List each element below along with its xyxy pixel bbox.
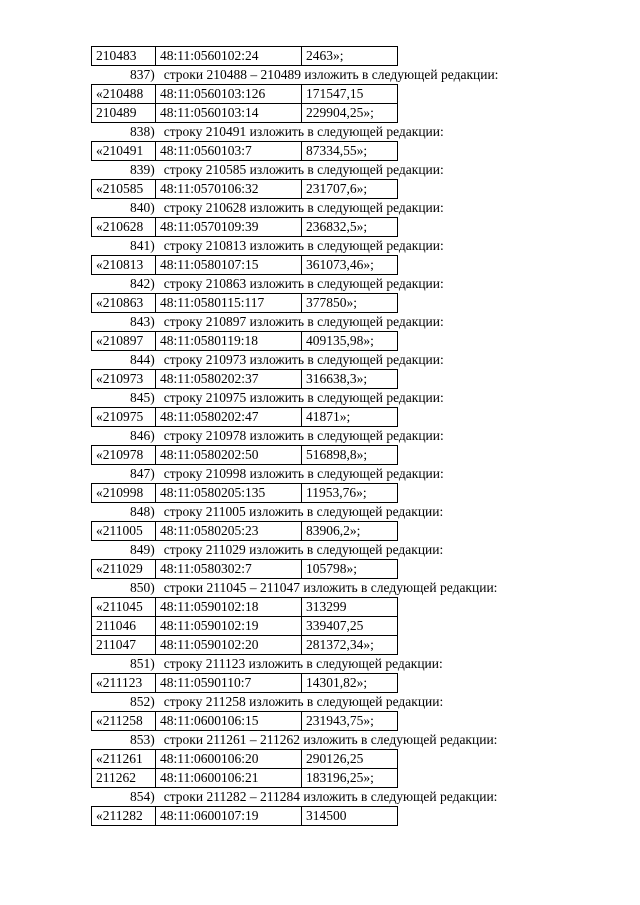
- amendment-text: строку 210978 изложить в следующей редакции:: [163, 428, 444, 443]
- value-cell: 516898,8»;: [306, 447, 368, 462]
- amendment-number: 842): [130, 276, 155, 291]
- amendment-number: 841): [130, 238, 155, 253]
- amendment-number: 840): [130, 200, 155, 215]
- amendment-text: строку 211005 изложить в следующей редакции:: [163, 504, 444, 519]
- cadastral-number-cell: 48:11:0590102:18: [156, 598, 302, 616]
- table-row: [91, 104, 398, 123]
- cadastral-number-cell: 48:11:0580205:135: [156, 484, 302, 502]
- amendment-instruction: [130, 66, 498, 83]
- cadastral-number-cell: 48:11:0580119:18: [156, 332, 302, 350]
- value-cell: 183196,25»;: [306, 770, 374, 785]
- value-cell: 377850»;: [306, 295, 358, 310]
- cadastral-number-cell: 48:11:0590102:20: [156, 636, 302, 654]
- row-number-cell: «211261: [92, 750, 156, 768]
- value-cell: 339407,25: [306, 618, 364, 633]
- cadastral-number-cell: 48:11:0600106:20: [156, 750, 302, 768]
- amendment-instruction: [130, 465, 444, 482]
- amendment-text: строку 210491 изложить в следующей редакции:: [163, 124, 444, 139]
- row-number-cell: «210978: [92, 446, 156, 464]
- cadastral-number-cell: 48:11:0580202:47: [156, 408, 302, 426]
- row-number-cell: «211282: [92, 807, 156, 825]
- amendment-number: 849): [130, 542, 155, 557]
- amendment-instruction: [130, 161, 444, 178]
- value-cell: 281372,34»;: [306, 637, 374, 652]
- amendment-text: строку 211123 изложить в следующей редакции:: [163, 656, 443, 671]
- amendment-instruction: [130, 427, 444, 444]
- row-number-cell: «210998: [92, 484, 156, 502]
- cadastral-number-cell: 48:11:0560103:14: [156, 104, 302, 122]
- table-row: [91, 711, 398, 731]
- row-number-cell: 210489: [92, 104, 156, 122]
- table-row: [91, 769, 398, 788]
- row-number-cell: «210628: [92, 218, 156, 236]
- amendment-number: 851): [130, 656, 155, 671]
- row-number-cell: «211029: [92, 560, 156, 578]
- amendment-text: строку 210998 изложить в следующей редакции:: [163, 466, 444, 481]
- amendment-number: 853): [130, 732, 155, 747]
- amendment-text: строки 211045 – 211047 изложить в следующей редакции:: [163, 580, 498, 595]
- table-row: [91, 331, 398, 351]
- row-number-cell: «210897: [92, 332, 156, 350]
- amendment-text: строку 210628 изложить в следующей редакции:: [163, 200, 444, 215]
- value-cell: 231943,75»;: [306, 713, 374, 728]
- row-number-cell: 210483: [92, 47, 156, 65]
- amendment-number: 844): [130, 352, 155, 367]
- value-cell: 290126,25: [306, 751, 364, 766]
- cadastral-number-cell: 48:11:0580202:37: [156, 370, 302, 388]
- value-cell: 105798»;: [306, 561, 358, 576]
- amendment-instruction: [130, 351, 444, 368]
- value-cell: 171547,15: [306, 86, 364, 101]
- amendment-number: 845): [130, 390, 155, 405]
- amendment-text: строку 210863 изложить в следующей редакции:: [163, 276, 444, 291]
- value-cell: 231707,6»;: [306, 181, 368, 196]
- cadastral-number-cell: 48:11:0600106:21: [156, 769, 302, 787]
- table-row: [91, 255, 398, 275]
- amendment-number: 847): [130, 466, 155, 481]
- amendment-instruction: [130, 199, 444, 216]
- cadastral-number-cell: 48:11:0580302:7: [156, 560, 302, 578]
- table-row: [91, 597, 398, 617]
- row-number-cell: «210863: [92, 294, 156, 312]
- amendment-text: строку 210897 изложить в следующей редакции:: [163, 314, 444, 329]
- table-row: [91, 636, 398, 655]
- table-row: [91, 293, 398, 313]
- amendment-number: 843): [130, 314, 155, 329]
- row-number-cell: «210975: [92, 408, 156, 426]
- row-number-cell: «210488: [92, 85, 156, 103]
- table-row: [91, 559, 398, 579]
- amendment-instruction: [130, 579, 497, 596]
- value-cell: 2463»;: [306, 48, 344, 63]
- table-row: [91, 141, 398, 161]
- table-row: [91, 749, 398, 769]
- table-row: [91, 84, 398, 104]
- cadastral-number-cell: 48:11:0590102:19: [156, 617, 302, 635]
- row-number-cell: 211047: [92, 636, 156, 654]
- table-row: [91, 806, 398, 826]
- table-row: [91, 617, 398, 636]
- amendment-number: 839): [130, 162, 155, 177]
- table-row: [91, 46, 398, 66]
- row-number-cell: 211046: [92, 617, 156, 635]
- amendment-number: 850): [130, 580, 155, 595]
- amendment-instruction: [130, 541, 443, 558]
- cadastral-number-cell: 48:11:0560103:7: [156, 142, 302, 160]
- amendment-text: строку 210973 изложить в следующей редакции:: [163, 352, 444, 367]
- table-row: [91, 369, 398, 389]
- row-number-cell: «210585: [92, 180, 156, 198]
- value-cell: 314500: [306, 808, 347, 823]
- amendment-instruction: [130, 275, 444, 292]
- row-number-cell: «211258: [92, 712, 156, 730]
- value-cell: 83906,2»;: [306, 523, 361, 538]
- cadastral-number-cell: 48:11:0570109:39: [156, 218, 302, 236]
- amendment-instruction: [130, 237, 444, 254]
- cadastral-number-cell: 48:11:0580202:50: [156, 446, 302, 464]
- table-row: [91, 521, 398, 541]
- amendment-number: 838): [130, 124, 155, 139]
- amendment-number: 846): [130, 428, 155, 443]
- value-cell: 41871»;: [306, 409, 351, 424]
- value-cell: 361073,46»;: [306, 257, 374, 272]
- amendment-text: строку 210585 изложить в следующей редакции:: [163, 162, 444, 177]
- table-row: [91, 445, 398, 465]
- amendment-number: 854): [130, 789, 155, 804]
- row-number-cell: «210973: [92, 370, 156, 388]
- amendment-instruction: [130, 313, 444, 330]
- amendment-text: строку 210975 изложить в следующей редакции:: [163, 390, 444, 405]
- row-number-cell: «211123: [92, 674, 156, 692]
- value-cell: 87334,55»;: [306, 143, 368, 158]
- amendment-instruction: [130, 655, 443, 672]
- amendment-number: 837): [130, 67, 155, 82]
- table-row: [91, 179, 398, 199]
- value-cell: 313299: [306, 599, 347, 614]
- amendment-instruction: [130, 503, 443, 520]
- value-cell: 409135,98»;: [306, 333, 374, 348]
- amendment-text: строки 211261 – 211262 изложить в следующей редакции:: [163, 732, 498, 747]
- cadastral-number-cell: 48:11:0600107:19: [156, 807, 302, 825]
- amendment-number: 848): [130, 504, 155, 519]
- value-cell: 316638,3»;: [306, 371, 368, 386]
- amendment-number: 852): [130, 694, 155, 709]
- amendment-instruction: [130, 389, 444, 406]
- value-cell: 229904,25»;: [306, 105, 374, 120]
- amendment-instruction: [130, 788, 497, 805]
- cadastral-number-cell: 48:11:0590110:7: [156, 674, 302, 692]
- amendment-text: строку 210813 изложить в следующей редакции:: [163, 238, 444, 253]
- value-cell: 236832,5»;: [306, 219, 368, 234]
- cadastral-number-cell: 48:11:0600106:15: [156, 712, 302, 730]
- cadastral-number-cell: 48:11:0560102:24: [156, 47, 302, 65]
- row-number-cell: «211005: [92, 522, 156, 540]
- row-number-cell: «210813: [92, 256, 156, 274]
- amendment-text: строку 211029 изложить в следующей редакции:: [163, 542, 444, 557]
- amendment-text: строки 210488 – 210489 изложить в следующей редакции:: [163, 67, 499, 82]
- amendment-text: строку 211258 изложить в следующей редакции:: [163, 694, 444, 709]
- cadastral-number-cell: 48:11:0580205:23: [156, 522, 302, 540]
- amendment-instruction: [130, 731, 497, 748]
- amendment-text: строки 211282 – 211284 изложить в следующей редакции:: [163, 789, 498, 804]
- cadastral-number-cell: 48:11:0560103:126: [156, 85, 302, 103]
- row-number-cell: «210491: [92, 142, 156, 160]
- cadastral-number-cell: 48:11:0580115:117: [156, 294, 302, 312]
- cadastral-number-cell: 48:11:0570106:32: [156, 180, 302, 198]
- cadastral-number-cell: 48:11:0580107:15: [156, 256, 302, 274]
- value-cell: 11953,76»;: [306, 485, 367, 500]
- amendment-instruction: [130, 693, 443, 710]
- amendment-instruction: [130, 123, 444, 140]
- table-row: [91, 673, 398, 693]
- row-number-cell: «211045: [92, 598, 156, 616]
- table-row: [91, 407, 398, 427]
- table-row: [91, 217, 398, 237]
- value-cell: 14301,82»;: [306, 675, 368, 690]
- row-number-cell: 211262: [92, 769, 156, 787]
- table-row: [91, 483, 398, 503]
